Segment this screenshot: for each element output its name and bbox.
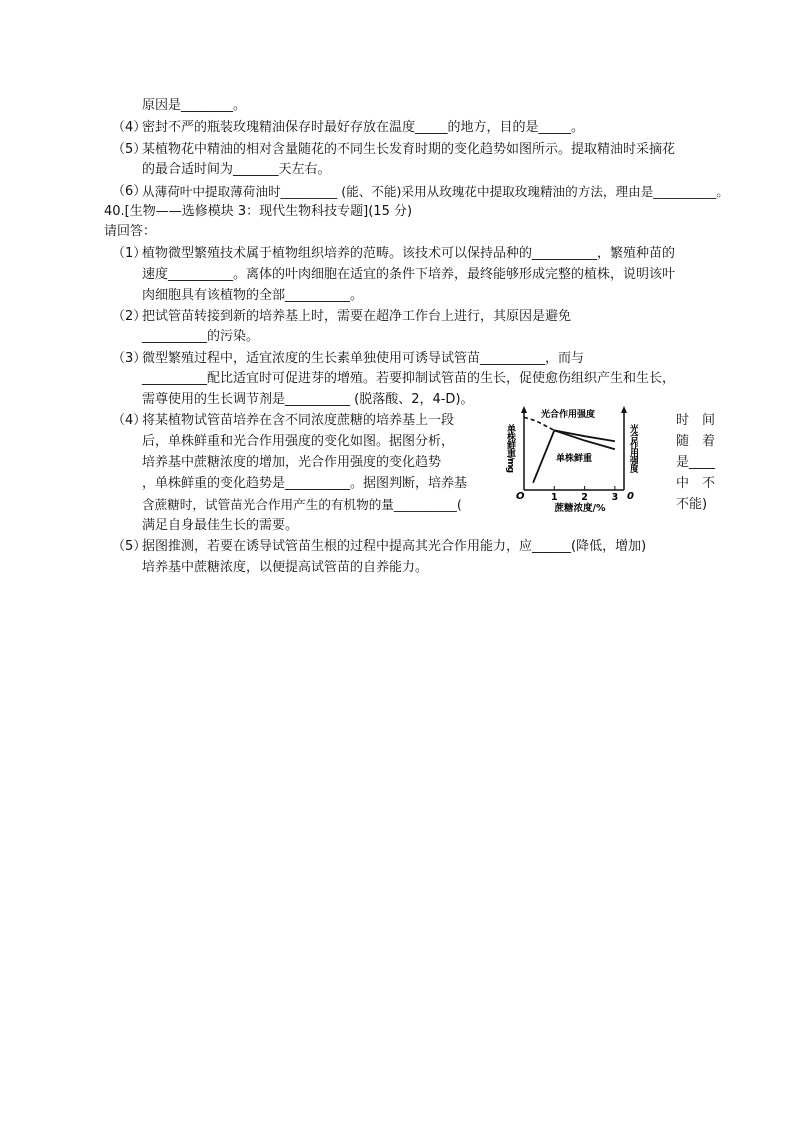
item-text-line: 培养基中蔗糖浓度的增加，光合作用强度的变化趋势 (142, 455, 442, 470)
prev-cont-line: 原因是________。 (142, 98, 247, 113)
item-text-line: 速度__________。离体的叶肉细胞在适宜的条件下培养，最终能够形成完整的植株，说明该叶 (142, 267, 676, 282)
item-text-right: 不能) (676, 497, 708, 512)
item-text-right: 随 着 (676, 434, 716, 449)
item-text-line: 从薄荷叶中提取薄荷油时_________ (能、不能)采用从玫瑰花中提取玫瑰精油的方法，理由是__________。 (142, 184, 729, 199)
item-text-line: ，单株鲜重的变化趋势是__________。据图判断，培养基 (142, 476, 468, 491)
item-text-line: 含蔗糖时，试管苗光合作用产生的有机物的量__________( (142, 497, 462, 512)
x-tick-label: 2 (581, 492, 588, 503)
origin-label-left: O (516, 491, 525, 502)
x-tick-label: 3 (611, 492, 619, 503)
item-text-line: 的最合适时间为_______天左右。 (142, 162, 331, 177)
item-text-line: 肉细胞具有该植物的全部__________。 (142, 288, 364, 303)
item-text-line: 后，单株鲜重和光合作用强度的变化如图。据图分析， (142, 434, 455, 449)
item-number: （6） (112, 184, 147, 199)
item-text-line: 需尊使用的生长调节剂是__________ (脱落酸、2，4-D)。 (142, 392, 474, 407)
item-text-line: __________的污染。 (142, 329, 260, 344)
item-number: （5） (112, 142, 147, 157)
y-axis-right-label: 光合作用强度 (628, 424, 638, 472)
item-number: （2） (112, 309, 147, 324)
origin-label-right: 0 (627, 491, 634, 502)
x-tick-label: 1 (550, 492, 558, 503)
item-text-right: 是____ (676, 455, 716, 470)
item-text-line: 将某植物试管苗培养在含不同浓度蔗糖的培养基上一段 (142, 413, 455, 428)
question-title: 40.[生物——选修模块 3：现代生物科技专题](15 分) (104, 204, 413, 219)
item-text-line: 培养基中蔗糖浓度，以便提高试管苗的自养能力。 (142, 560, 429, 575)
item-text-right: 时 间 (676, 413, 716, 428)
item-number: （4） (112, 120, 147, 135)
item-number: （1） (112, 246, 147, 261)
item-number: （3） (112, 351, 147, 366)
sucrose-chart (496, 404, 638, 516)
item-text-line: 据图推测，若要在诱导试管苗生根的过程中提高其光合作用能力，应______(降低，增加) (142, 539, 647, 554)
series-label: 光合作用强度 (540, 410, 596, 420)
item-text-right: 中 不 (676, 476, 716, 491)
y-axis-right-arrow (621, 406, 627, 413)
y-axis-left-arrow (521, 406, 527, 413)
x-axis-label: 蔗糖浓度/% (554, 503, 606, 514)
item-number: （4） (112, 413, 147, 428)
item-text-line: 把试管苗转接到新的培养基上时，需要在超净工作台上进行，其原因是避免 (142, 309, 572, 324)
item-text-line: 植物微型繁殖技术属于植物组织培养的范畴。该技术可以保持品种的__________，繁殖种苗的 (142, 246, 676, 261)
item-text-line: 某植物花中精油的相对含量随花的不同生长发育时期的变化趋势如图所示。提取精油时采摘花 (142, 142, 676, 157)
series-label: 单株鲜重 (555, 454, 593, 464)
item-text-line: 密封不严的瓶装玫瑰精油保存时最好存放在温度_____的地方，目的是_____。 (142, 120, 585, 135)
item-number: （5） (112, 539, 147, 554)
y-axis-left-label: 单株鲜重/mg (505, 423, 515, 473)
question-prompt: 请回答： (104, 224, 157, 239)
item-text-line: 微型繁殖过程中，适宜浓度的生长素单独使用可诱导试管苗__________，而与 (142, 351, 585, 366)
item-text-line: __________配比适宜时可促进芽的增殖。若要抑制试管苗的生长，促使愈伤组织产生和生长， (142, 371, 676, 386)
item-text-line: 满足自身最佳生长的需要。 (142, 518, 299, 533)
